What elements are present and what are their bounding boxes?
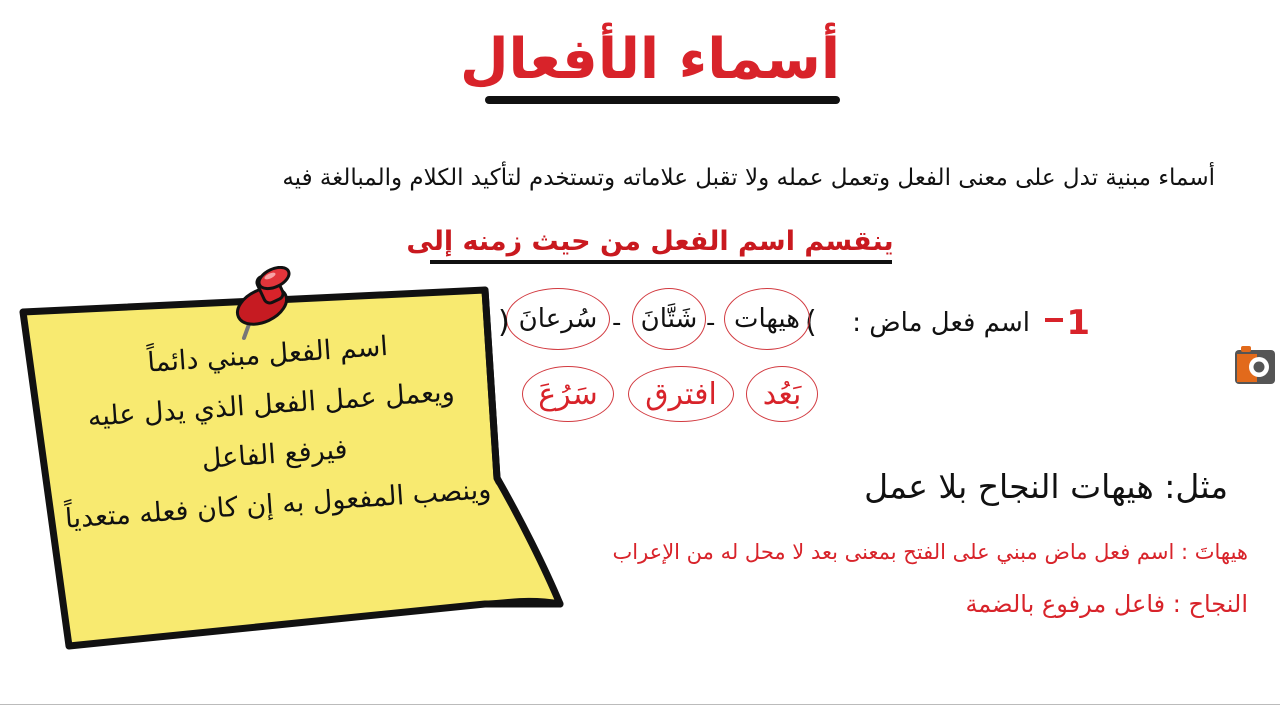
word-label: هيهات xyxy=(734,304,800,334)
explanation-line-1: هيهاتَ : اسم فعل ماض مبني على الفتح بمعنى بعد لا محل له من الإعراب xyxy=(612,540,1248,564)
word-haihat xyxy=(724,288,810,350)
note-line: ويعمل عمل الفعل الذي يدل عليه xyxy=(86,376,456,433)
definition-text: أسماء مبنية تدل على معنى الفعل وتعمل عمله ولا تقبل علاماته وتستخدم لتأكيد الكلام والمبالغة فيه xyxy=(282,165,1215,191)
note-line: فيرفع الفاعل xyxy=(200,433,349,476)
explanation-line-2: النجاح : فاعل مرفوع بالضمة xyxy=(965,590,1248,618)
item-number: 1 xyxy=(1066,303,1090,343)
paren-close: ) xyxy=(498,305,510,340)
title-underline xyxy=(485,96,840,104)
word-label: شَتَّانَ xyxy=(640,304,698,334)
meaning-label: سَرُعَ xyxy=(538,376,598,412)
note-text xyxy=(51,315,498,604)
separator: - xyxy=(706,308,716,338)
camera-logo-icon xyxy=(1235,346,1275,384)
item-label: اسم فعل ماض : xyxy=(852,308,1030,338)
meaning-baud xyxy=(746,366,818,422)
meaning-label: افترق xyxy=(645,376,717,412)
paren-open: ( xyxy=(805,305,817,340)
word-shattan xyxy=(632,288,706,350)
word-label: سُرعانَ xyxy=(518,304,598,334)
meaning-iftaraq xyxy=(628,366,734,422)
page-title: أسماء الأفعال xyxy=(459,27,841,92)
subheading-underline xyxy=(430,260,892,264)
item-dash xyxy=(1045,318,1063,322)
example-sentence: مثل: هيهات النجاح بلا عمل xyxy=(864,467,1228,506)
note-line: وينصب المفعول به إن كان فعله متعدياً xyxy=(64,474,493,535)
note-line: اسم الفعل مبني دائماً xyxy=(146,330,389,379)
subheading: ينقسم اسم الفعل من حيث زمنه إلى xyxy=(406,226,894,257)
separator: - xyxy=(612,308,622,338)
bottom-rule xyxy=(0,704,1280,705)
meaning-label: بَعُد xyxy=(762,376,802,412)
